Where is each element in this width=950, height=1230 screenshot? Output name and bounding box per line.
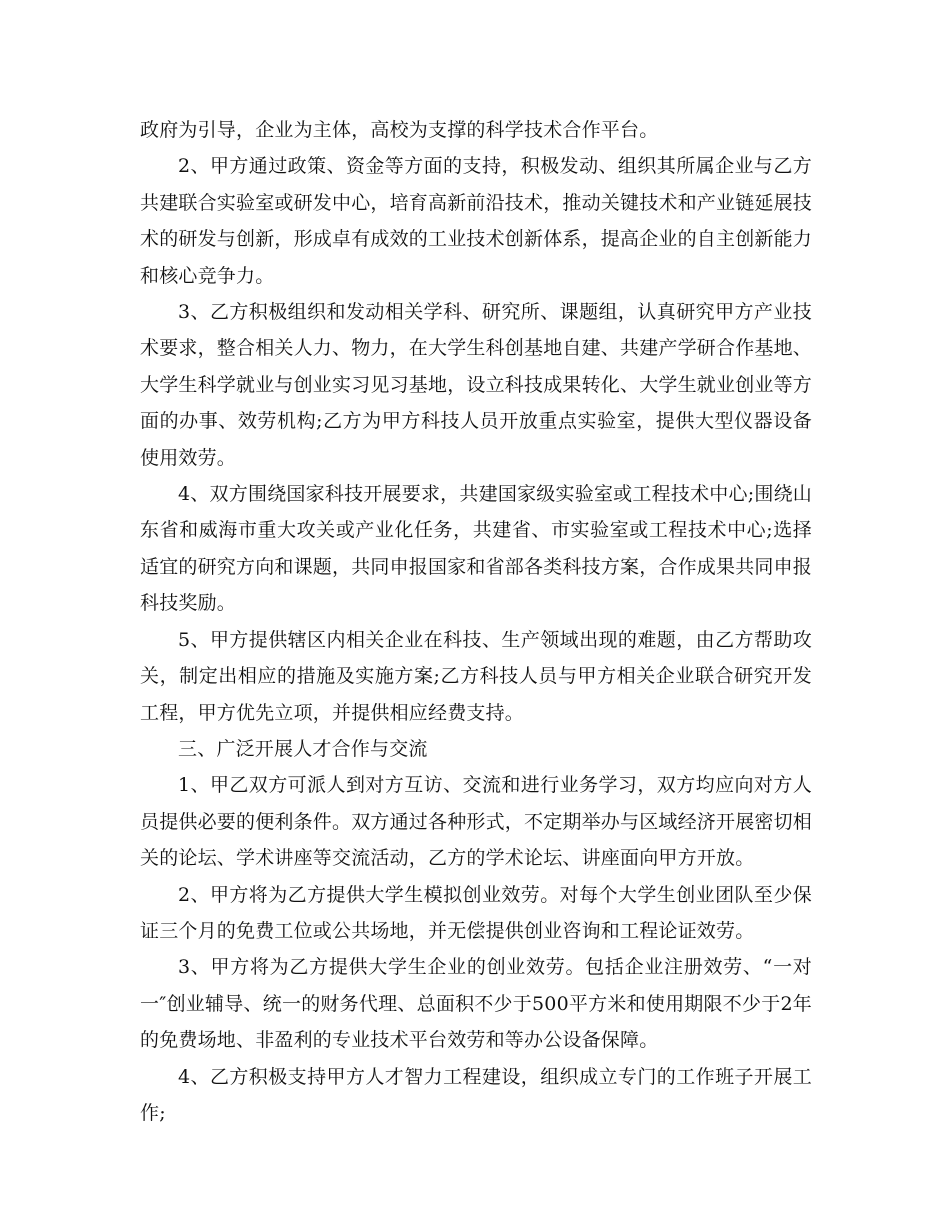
- section-heading-talent-cooperation: 三、广泛开展人才合作与交流: [178, 737, 428, 760]
- paragraph-item-5-problem-solving: 5、甲方提供辖区内相关企业在科技、生产领域出现的难题，由乙方帮助攻关，制定出相应的措施及实施方案;乙方科技人员与甲方相关企业联合研究开发工程，甲方优先立项，并提供相应经费支持。: [140, 628, 812, 724]
- document-body: [140, 112, 812, 1131]
- paragraph-item-4-talent-project: 4、乙方积极支持甲方人才智力工程建设，组织成立专门的工作班子开展工作;: [140, 1065, 812, 1124]
- paragraph-item-3-research-support: 3、乙方积极组织和发动相关学科、研究所、课题组，认真研究甲方产业技术要求，整合相关人力、物力，在大学生科创基地自建、共建产学研合作基地、大学生科学就业与创业实习见习基地，设立科技成果转化、大学生就业创业等方面的办事、效劳机构;乙方为甲方科技人员开放重点实验室，提供大型仪器设备使用效劳。: [140, 301, 813, 469]
- paragraph-item-2-joint-labs: 2、甲方通过政策、资金等方面的支持，积极发动、组织其所属企业与乙方共建联合实验室或研发中心，培育高新前沿技术，推动关键技术和产业链延展技术的研发与创新，形成卓有成效的工业技术创新体系，提高企业的自主创新能力和核心竞争力。: [140, 155, 813, 287]
- paragraph-item-4-national-projects: 4、双方围绕国家科技开展要求，共建国家级实验室或工程技术中心;围绕山东省和威海市重大攻关或产业化任务，共建省、市实验室或工程技术中心;选择适宜的研究方向和课题，共同申报国家和省部各类科技方案，合作成果共同申报科技奖励。: [140, 483, 813, 615]
- paragraph-item-2-startup-simulation: 2、甲方将为乙方提供大学生模拟创业效劳。对每个大学生创业团队至少保证三个月的免费工位或公共场地，并无偿提供创业咨询和工程论证效劳。: [140, 883, 812, 942]
- paragraph-item-3-startup-services: 3、甲方将为乙方提供大学生企业的创业效劳。包括企业注册效劳、“一对一″创业辅导、统一的财务代理、总面积不少于500平方米和使用期限不少于2年的免费场地、非盈利的专业技术平台效劳和等办公设备保障。: [140, 956, 812, 1052]
- paragraph-item-1-exchange: 1、甲乙双方可派人到对方互访、交流和进行业务学习，双方均应向对方人员提供必要的便利条件。双方通过各种形式，不定期举办与区域经济开展密切相关的论坛、学术讲座等交流活动，乙方的学术论坛、讲座面向甲方开放。: [140, 774, 813, 870]
- paragraph-continuation: 政府为引导，企业为主体，高校为支撑的科学技术合作平台。: [140, 119, 659, 141]
